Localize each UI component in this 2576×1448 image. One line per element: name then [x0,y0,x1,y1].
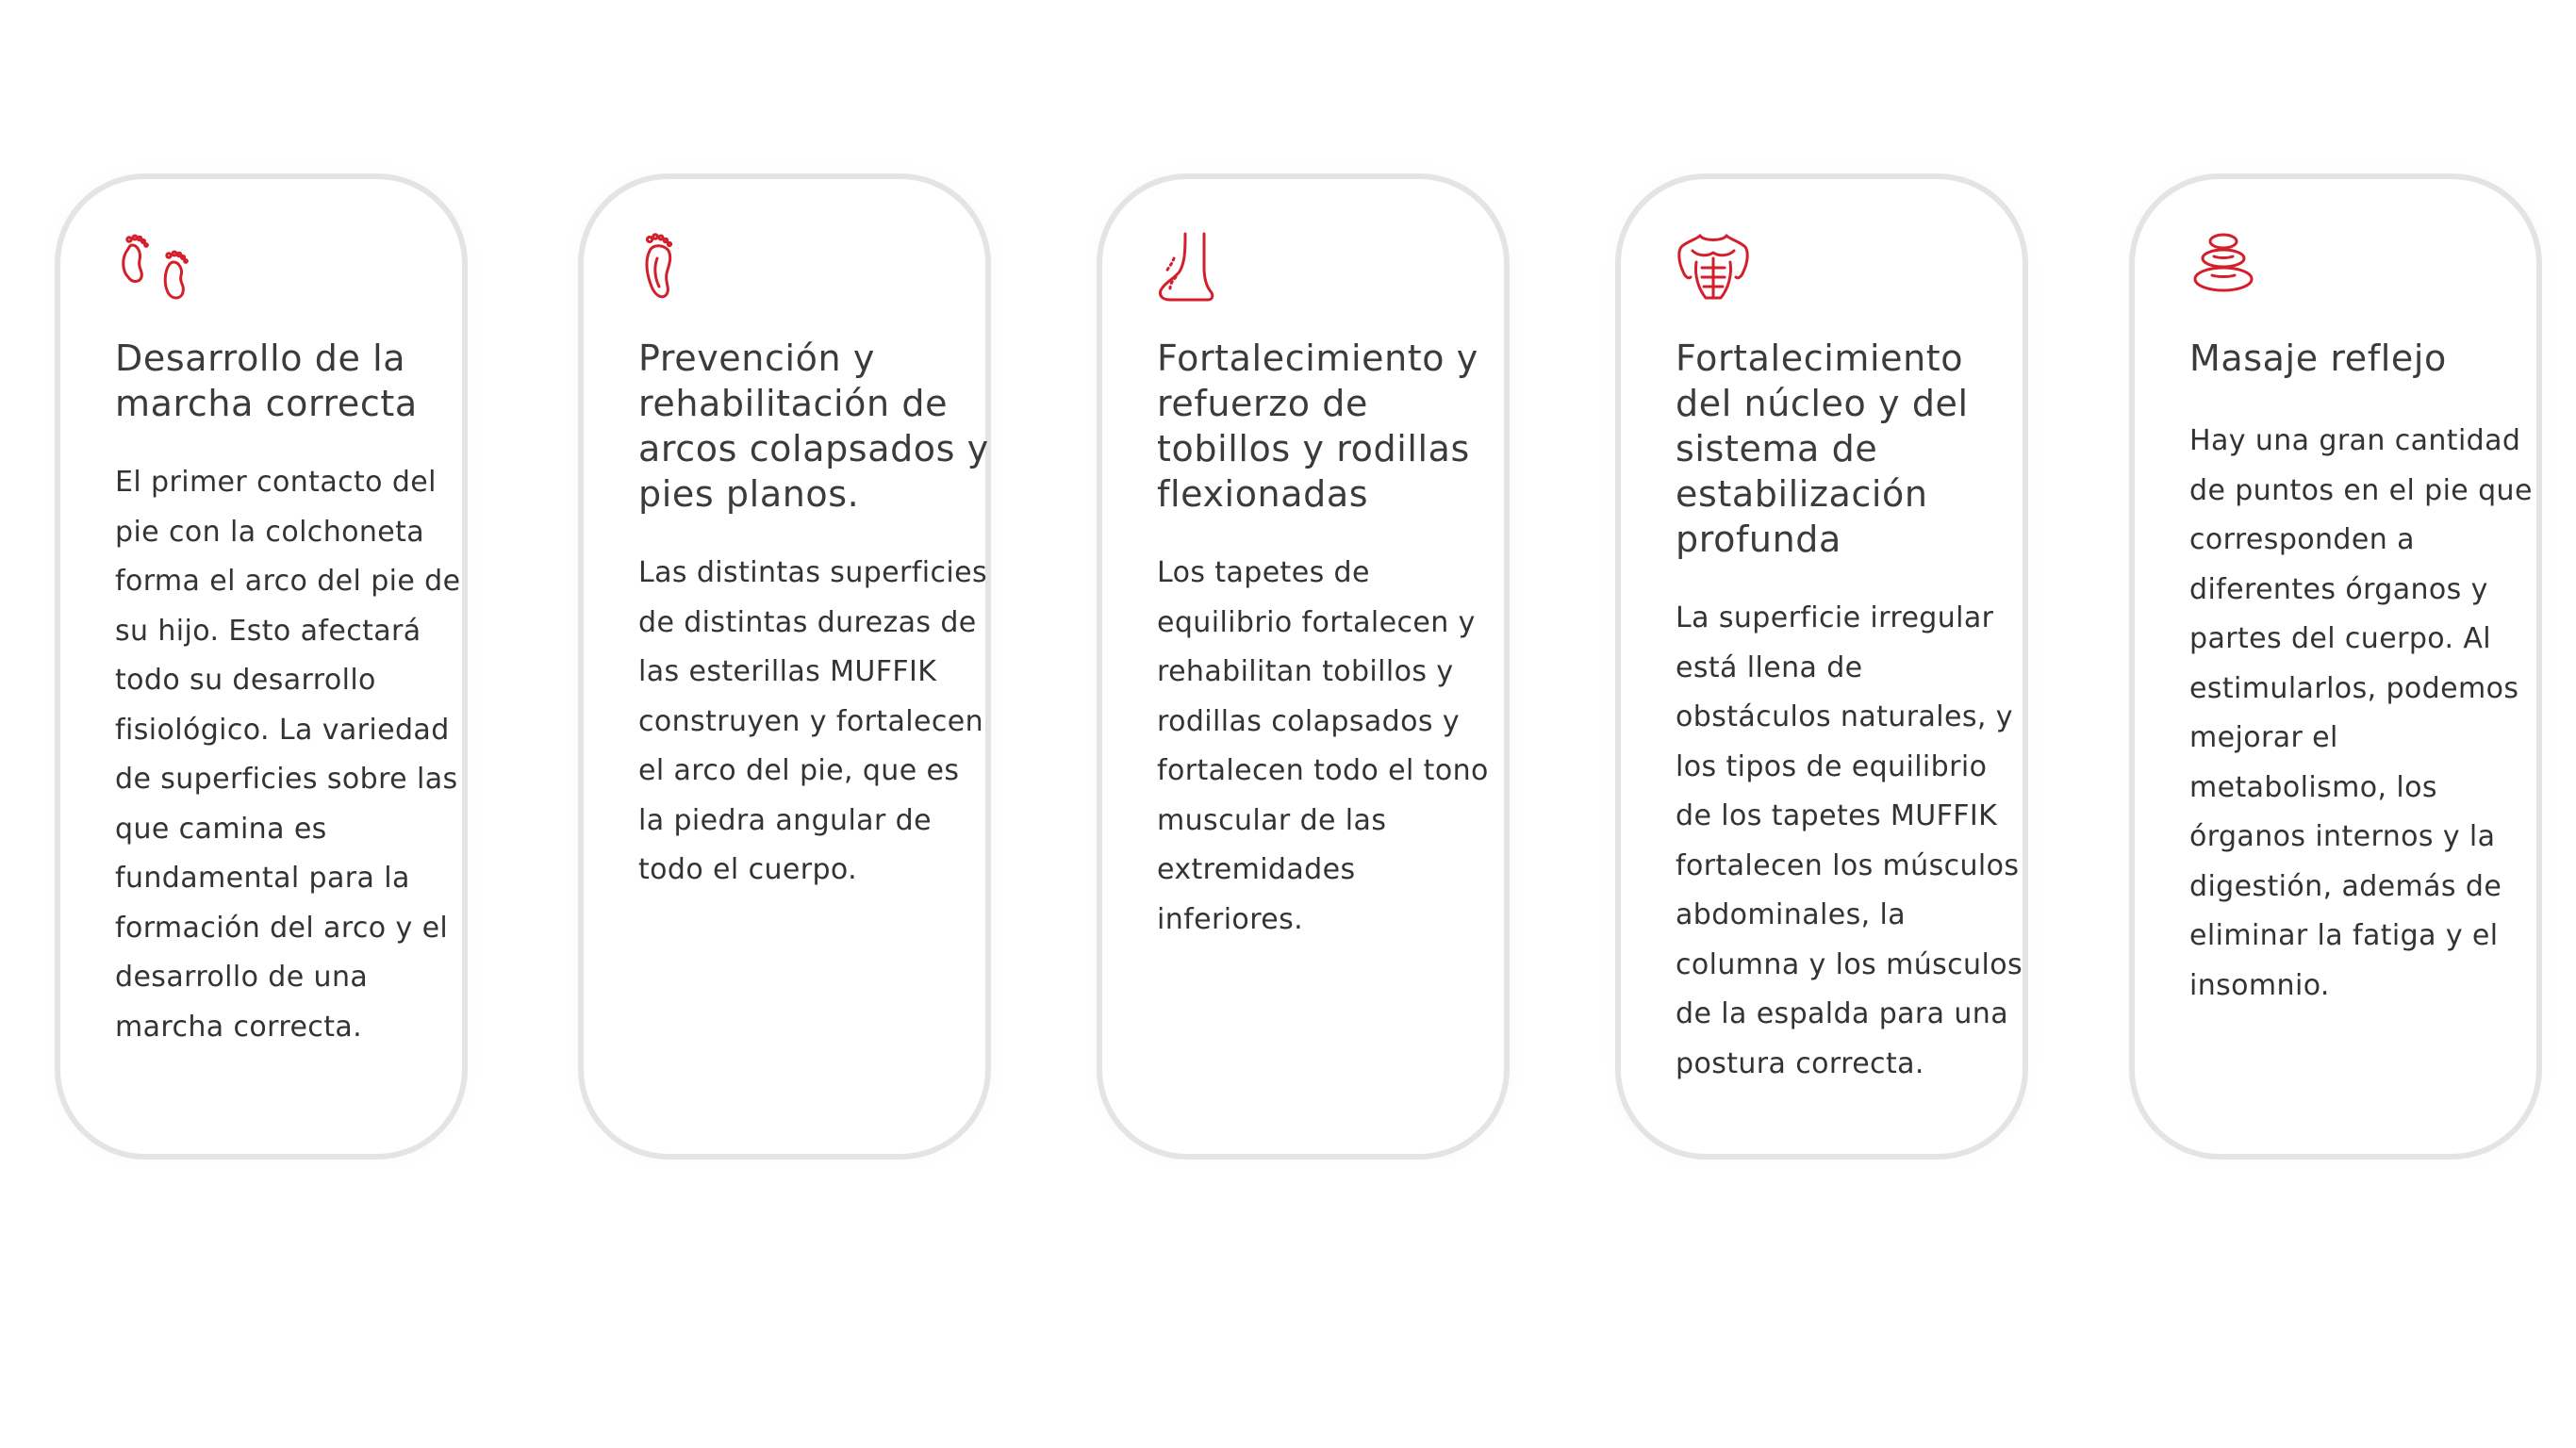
footprints-icon [115,230,190,305]
card-title: Prevención y rehabilitación de arcos colapsados y pies planos. [638,337,989,515]
card-text: La superficie irregular está llena de obstáculos naturales, y los tipos de equilibrio de los tapetes MUFFIK fortalecen los músculos abdominales, la columna y los músculos de la espalda para una postura correcta. [1676,601,2023,1080]
card-text: Las distintas superficies de distintas durezas de las esterillas MUFFIK construyen y fortalecen el arco del pie, que es la piedra angular de todo el cuerpo. [638,556,987,886]
benefit-card-massage [2129,173,2542,1160]
stones-icon [2189,230,2265,305]
torso-icon [1676,230,1751,305]
benefit-card-ankles [1097,173,1510,1160]
card-title: Desarrollo de la marcha correcta [115,337,418,424]
ankle-icon [1157,230,1232,305]
card-title: Fortalecimiento del núcleo y del sistema de estabilización profunda [1676,337,1969,560]
card-text: Los tapetes de equilibrio fortalecen y rehabilitan tobillos y rodillas colapsados y fortalecen todo el tono muscular de las extremidades inferiores. [1157,556,1489,936]
benefit-card-gait [55,173,468,1160]
benefit-card-core [1615,173,2028,1160]
card-title: Masaje reflejo [2189,337,2447,379]
card-text: Hay una gran cantidad de puntos en el pie que corresponden a diferentes órganos y partes del cuerpo. Al estimularlos, podemos mejorar el metabolismo, los órganos internos y la digestión, además de eliminar la fatiga y el insomnio. [2189,424,2533,1002]
foot-icon [638,230,714,305]
benefit-card-arches [578,173,991,1160]
card-title: Fortalecimiento y refuerzo de tobillos y rodillas flexionadas [1157,337,1478,515]
card-text: El primer contacto del pie con la colchoneta forma el arco del pie de su hijo. Esto afectará todo su desarrollo fisiológico. La variedad de superficies sobre las que camina es fundamental para la formación del arco y el desarrollo de una marcha correcta. [115,466,461,1044]
